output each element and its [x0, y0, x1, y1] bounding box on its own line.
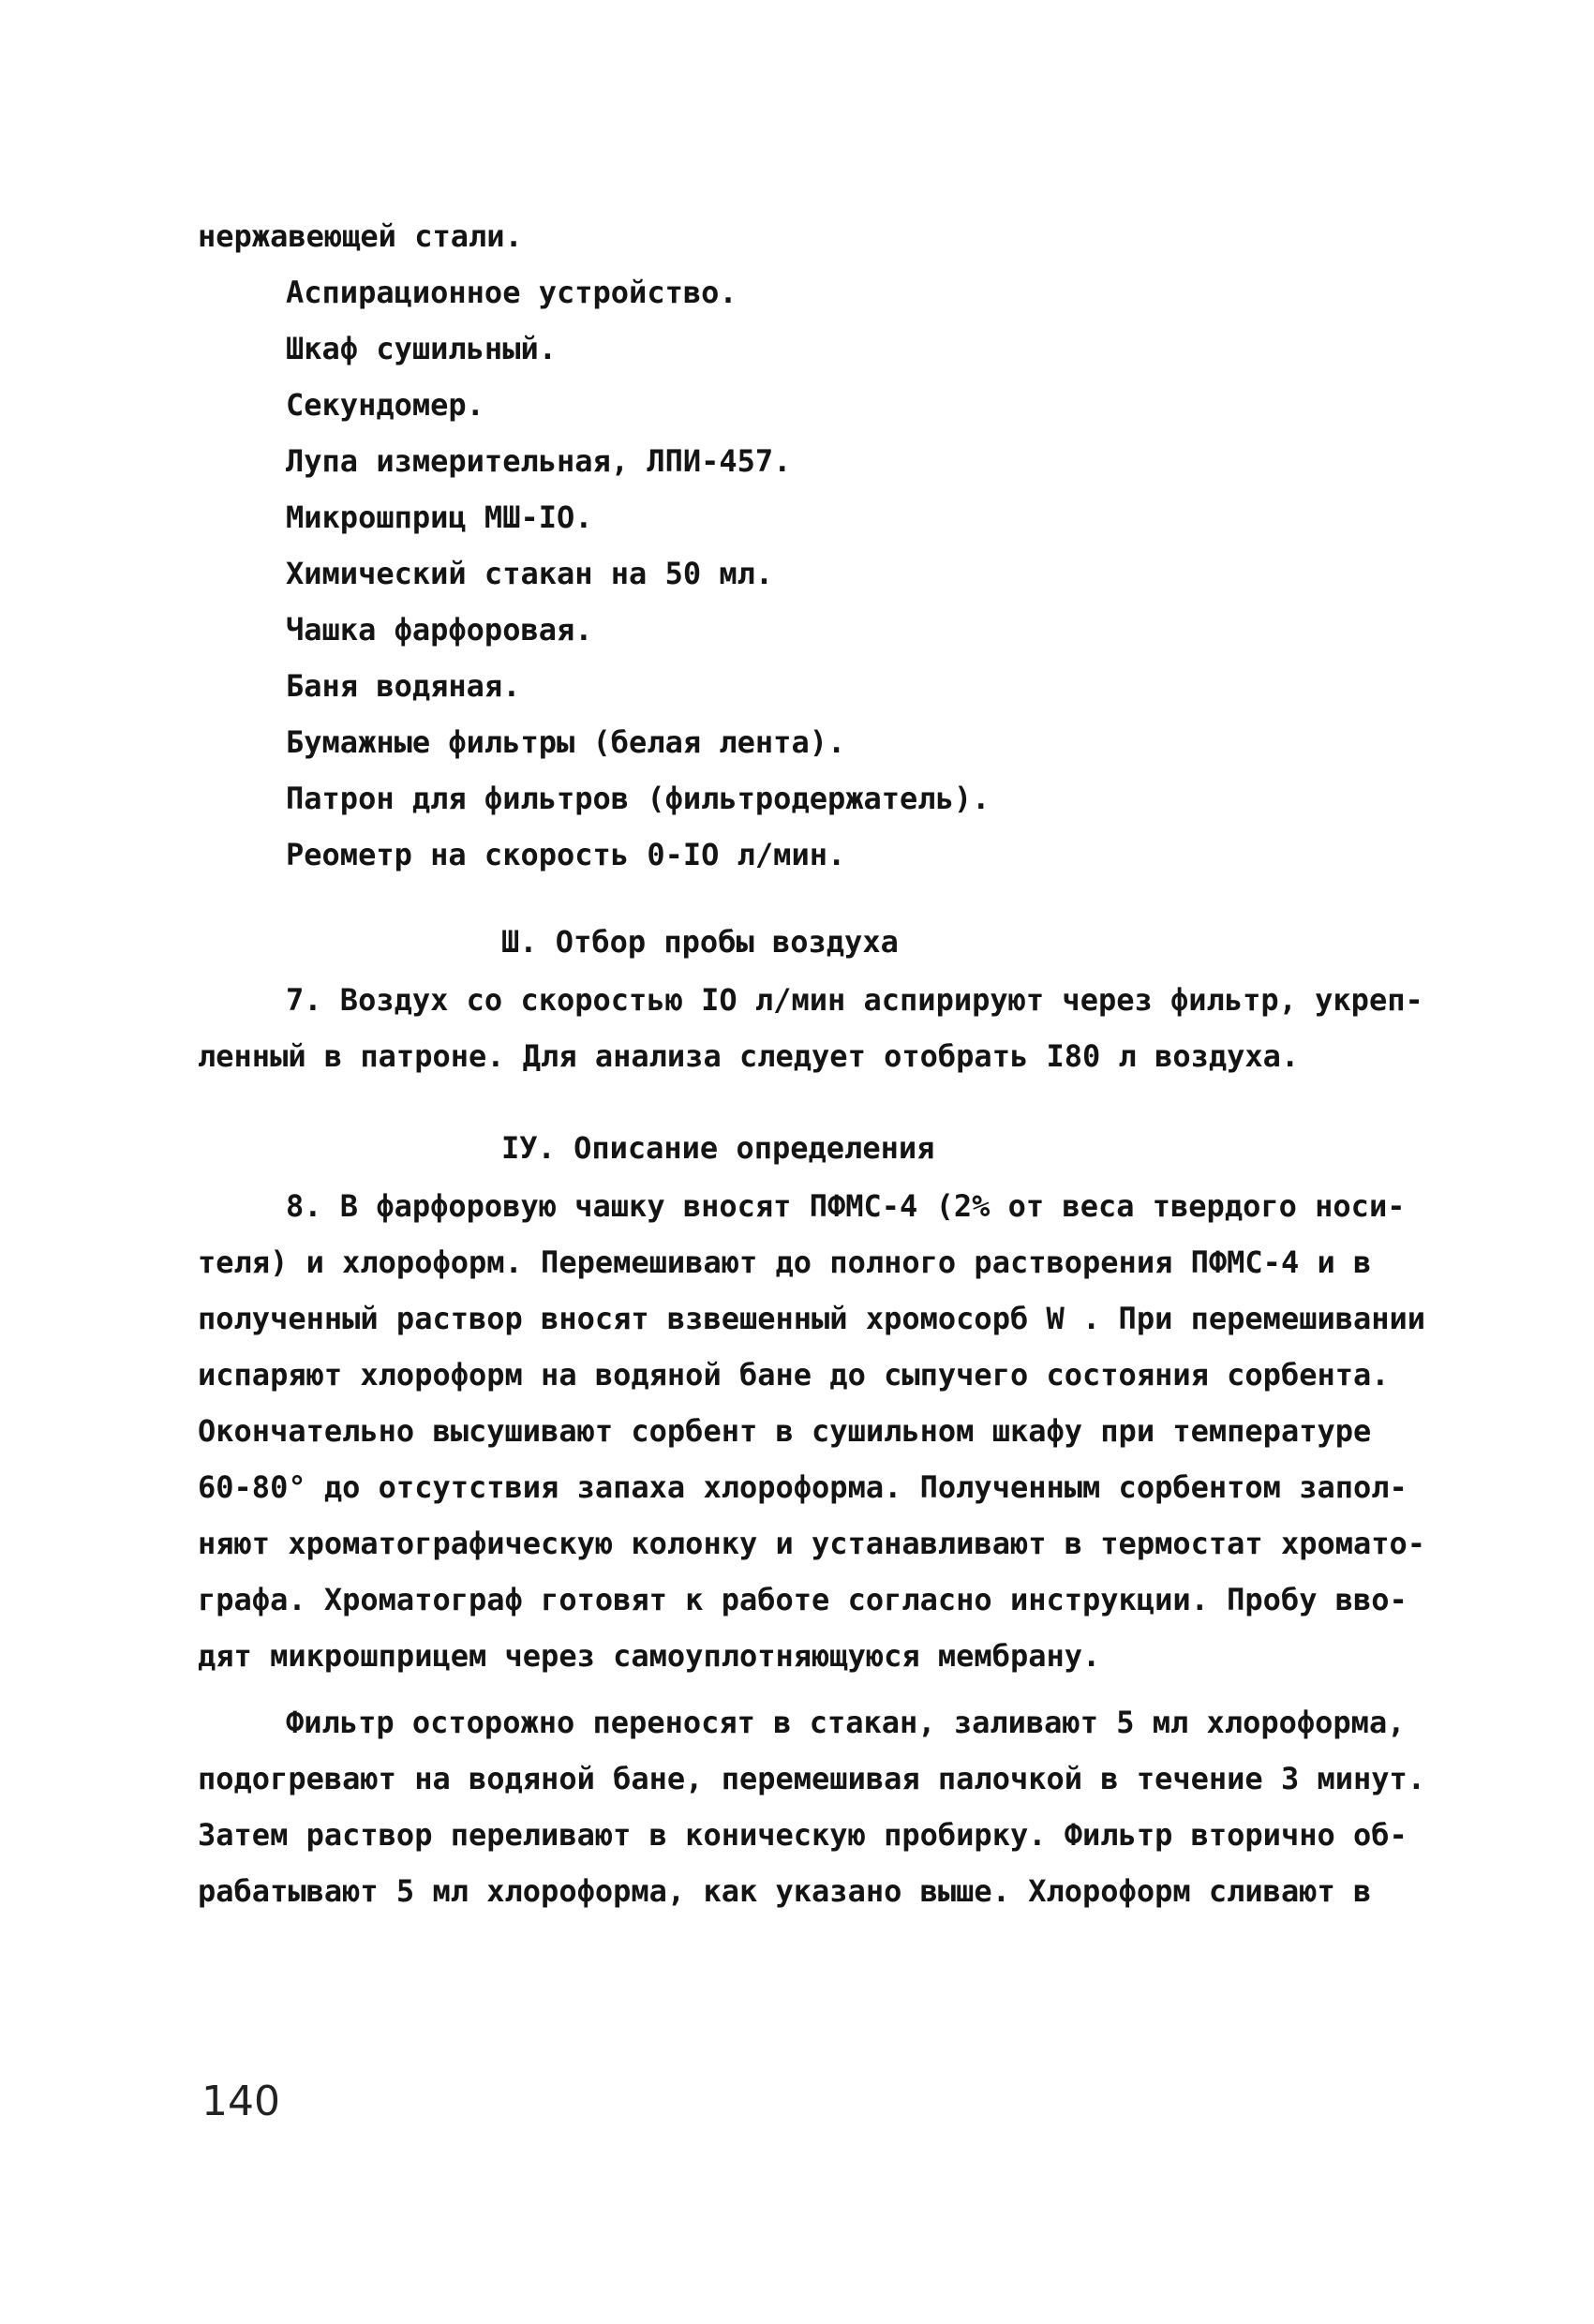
paragraph-line: Затем раствор переливают в коническую пробирку. Фильтр вторично об- — [198, 1817, 1408, 1853]
section-heading: IУ. Описание определения — [501, 1130, 935, 1166]
section-heading: Ш. Отбор пробы воздуха — [501, 924, 899, 960]
equipment-item: Реометр на скорость 0-IO л/мин. — [286, 837, 846, 872]
equipment-item: Баня водяная. — [286, 668, 521, 704]
equipment-item: Патрон для фильтров (фильтродержатель). — [286, 781, 991, 816]
paragraph-line: графа. Хроматограф готовят к работе согласно инструкции. Пробу вво- — [198, 1582, 1408, 1617]
equipment-item: Лупа измерительная, ЛПИ-457. — [286, 443, 792, 479]
equipment-item: Шкаф сушильный. — [286, 331, 557, 366]
equipment-item: Чашка фарфоровая. — [286, 612, 593, 648]
equipment-item: Бумажные фильтры (белая лента). — [286, 724, 846, 760]
paragraph-line: Фильтр осторожно переносят в стакан, заливают 5 мл хлороформа, — [286, 1705, 1406, 1740]
paragraph-line: дят микрошприцем через самоуплотняющуюся мембрану. — [198, 1638, 1101, 1674]
paragraph-line: испаряют хлороформ на водяной бане до сыпучего состояния сорбента. — [198, 1357, 1390, 1393]
equipment-item: Секундомер. — [286, 387, 484, 423]
equipment-item: Аспирационное устройство. — [286, 275, 737, 310]
equipment-item: Химический стакан на 50 мл. — [286, 556, 774, 591]
paragraph-line: рабатывают 5 мл хлороформа, как указано выше. Хлороформ сливают в — [198, 1873, 1372, 1909]
paragraph-line: подогревают на водяной бане, перемешивая палочкой в течение 3 минут. — [198, 1761, 1426, 1796]
paragraph-line: ленный в патроне. Для анализа следует отобрать I80 л воздуха. — [198, 1038, 1300, 1074]
paragraph-line: няют хроматографическую колонку и устанавливают в термостат хромато- — [198, 1526, 1426, 1561]
paragraph-line: Окончательно высушивают сорбент в сушильном шкафу при температуре — [198, 1413, 1372, 1449]
page-number: 140 — [201, 2078, 280, 2125]
paragraph-line: 8. В фарфоровую чашку вносят ПФМС-4 (2% от веса твердого носи- — [286, 1188, 1406, 1224]
paragraph-line: полученный раствор вносят взвешенный хромосорб W . При перемешивании — [198, 1301, 1426, 1336]
paragraph-line: 60-80° до отсутствия запаха хлороформа. Полученным сорбентом запол- — [198, 1469, 1408, 1505]
paragraph-line: 7. Воздух со скоростью IO л/мин аспирируют через фильтр, укреп- — [286, 982, 1423, 1018]
paragraph-line: теля) и хлороформ. Перемешивают до полного растворения ПФМС-4 и в — [198, 1244, 1372, 1280]
text-line-continuation: нержавеющей стали. — [198, 218, 523, 254]
equipment-item: Микрошприц МШ-IO. — [286, 499, 593, 535]
